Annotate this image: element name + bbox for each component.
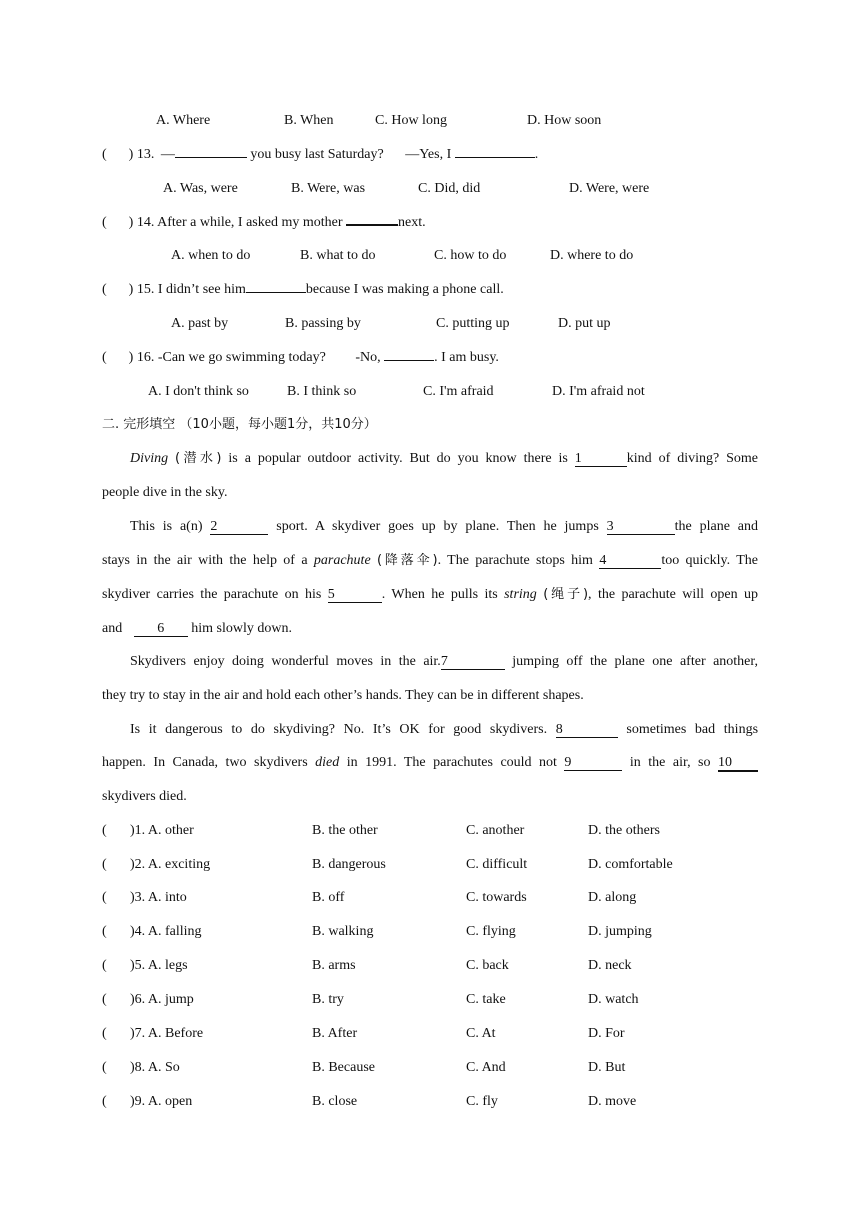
q12-option-a: A. Where <box>156 113 211 128</box>
question-15 <box>102 281 504 299</box>
cloze-option-c: C. take <box>466 992 506 1007</box>
section-heading: 二. 完形填空 （10小题，每小题1分，共10分） <box>102 417 377 432</box>
cloze-option-c: C. back <box>466 958 509 973</box>
cloze-option-d: D. the others <box>588 823 660 838</box>
cloze-option-b: B. dangerous <box>312 857 386 872</box>
passage-line <box>102 450 758 468</box>
q16-option-a: A. I don't think so <box>148 384 249 399</box>
question-text: next. <box>398 215 426 230</box>
cloze-option-b: B. walking <box>312 924 374 939</box>
cloze-blank-5[interactable]: 5 <box>328 587 382 603</box>
cloze-option-a: )6. A. jump <box>130 992 194 1007</box>
question-text: -No, <box>355 350 381 365</box>
cloze-option-a: )7. A. Before <box>130 1026 204 1041</box>
answer-paren-open: ( <box>102 350 107 365</box>
q12-option-c: C. How long <box>375 113 447 128</box>
question-number: 13. <box>136 147 155 162</box>
q14-option-d: D. where to do <box>550 248 634 263</box>
answer-paren-close: ) <box>128 282 134 297</box>
cloze-blank-8[interactable]: 8 <box>556 722 618 738</box>
cloze-option-d: D. comfortable <box>588 857 673 872</box>
cloze-blank-1[interactable]: 1 <box>575 451 627 467</box>
question-number: 15. <box>136 282 155 297</box>
cloze-option-b: B. try <box>312 992 344 1007</box>
answer-paren-open: ( <box>102 1026 107 1041</box>
question-number: 14. <box>136 215 155 230</box>
passage-text: , the parachute will open up <box>588 587 759 602</box>
question-text: because I was making a phone call. <box>305 282 504 297</box>
cloze-option-c: C. another <box>466 823 525 838</box>
answer-blank[interactable] <box>175 157 247 158</box>
question-13 <box>102 146 538 164</box>
term: Diving <box>130 451 169 466</box>
question-16 <box>102 349 499 367</box>
passage-line <box>102 620 292 638</box>
cloze-option-b: B. arms <box>312 958 356 973</box>
passage-line <box>102 518 758 536</box>
q15-option-a: A. past by <box>171 316 229 331</box>
cloze-blank-4[interactable]: 4 <box>599 553 661 569</box>
q12-option-d: D. How soon <box>527 113 602 128</box>
q13-option-a: A. Was, were <box>163 181 238 196</box>
answer-blank[interactable] <box>455 157 535 158</box>
passage-text: in the air, so <box>629 755 711 770</box>
cloze-option-b: B. off <box>312 890 345 905</box>
passage-text: skydiver carries the parachute on his <box>102 587 322 602</box>
passage-text: sport. A skydiver goes up by plane. Then he jumps <box>276 519 599 534</box>
cloze-option-a: )1. A. other <box>130 823 194 838</box>
translation: (潜水) <box>175 451 222 466</box>
cloze-option-b: B. the other <box>312 823 378 838</box>
passage-text: jumping off the plane one after another, <box>512 654 758 669</box>
cloze-option-b: B. Because <box>312 1060 375 1075</box>
question-text: I didn’t see him <box>157 282 246 297</box>
answer-paren-open: ( <box>102 857 107 872</box>
q14-option-a: A. when to do <box>171 248 251 263</box>
cloze-blank-2[interactable]: 2 <box>210 519 268 535</box>
passage-line <box>102 586 758 604</box>
passage-text: sometimes bad things <box>626 722 759 737</box>
passage-text: . The parachute stops him <box>437 553 593 568</box>
cloze-option-c: C. fly <box>466 1094 498 1109</box>
cloze-blank-10[interactable]: 10 <box>718 755 758 772</box>
passage-text: him slowly down. <box>191 621 292 636</box>
cloze-option-d: D. For <box>588 1026 625 1041</box>
cloze-blank-3[interactable]: 3 <box>607 519 675 535</box>
cloze-option-c: C. And <box>466 1060 506 1075</box>
cloze-option-c: C. flying <box>466 924 516 939</box>
translation: (降落伞) <box>377 553 438 568</box>
passage-text: Skydivers enjoy doing wonderful moves in the air. <box>130 654 441 669</box>
cloze-option-a: )8. A. So <box>130 1060 180 1075</box>
cloze-option-a: )2. A. exciting <box>130 857 211 872</box>
answer-blank[interactable] <box>246 292 306 293</box>
passage-text: happen. In Canada, two skydivers <box>102 755 308 770</box>
question-text: Yes, I <box>419 147 452 162</box>
cloze-option-c: C. At <box>466 1026 496 1041</box>
translation: (绳子) <box>543 587 589 602</box>
passage-text: kind of diving? Some <box>626 451 759 466</box>
q16-option-c: C. I'm afraid <box>423 384 494 399</box>
cloze-blank-7[interactable]: 7 <box>441 654 505 670</box>
passage-line <box>102 721 758 739</box>
cloze-option-b: B. After <box>312 1026 358 1041</box>
passage-line <box>102 754 758 772</box>
answer-paren-open: ( <box>102 992 107 1007</box>
cloze-option-d: D. watch <box>588 992 639 1007</box>
term: parachute <box>313 553 371 568</box>
answer-paren-open: ( <box>102 147 107 162</box>
answer-blank[interactable] <box>384 360 434 361</box>
answer-paren-open: ( <box>102 924 107 939</box>
cloze-option-d: D. move <box>588 1094 637 1109</box>
q16-option-b: B. I think so <box>287 384 357 399</box>
q15-option-b: B. passing by <box>285 316 361 331</box>
passage-text: and <box>102 621 123 636</box>
passage-text: Is it dangerous to do skydiving? No. It’s OK for good skydivers. <box>130 722 548 737</box>
answer-paren-close: ) <box>128 147 134 162</box>
answer-paren-open: ( <box>102 823 107 838</box>
passage-line: skydivers died. <box>102 789 187 804</box>
q15-option-c: C. putting up <box>436 316 510 331</box>
passage-text: too quickly. The <box>661 553 758 568</box>
answer-paren-open: ( <box>102 282 107 297</box>
cloze-option-c: C. towards <box>466 890 527 905</box>
cloze-blank-6[interactable]: 6 <box>134 621 188 637</box>
answer-paren-open: ( <box>102 215 107 230</box>
question-text: After a while, I asked my mother <box>157 215 343 230</box>
question-text: you busy last Saturday? <box>250 147 384 162</box>
passage-line <box>102 653 758 671</box>
passage-text: . When he pulls its <box>381 587 498 602</box>
q14-option-b: B. what to do <box>300 248 376 263</box>
q13-option-d: D. Were, were <box>569 181 650 196</box>
cloze-option-a: )9. A. open <box>130 1094 193 1109</box>
q12-option-b: B. When <box>284 113 334 128</box>
question-number: 16. <box>136 350 155 365</box>
answer-paren-open: ( <box>102 1094 107 1109</box>
cloze-option-d: D. along <box>588 890 637 905</box>
passage-line: they try to stay in the air and hold each other’s hands. They can be in different shapes. <box>102 688 584 703</box>
cloze-blank-9[interactable]: 9 <box>564 755 622 771</box>
dash: — <box>160 147 175 162</box>
cloze-option-a: )5. A. legs <box>130 958 188 973</box>
passage-text: This is a(n) <box>130 519 203 534</box>
answer-paren-close: ) <box>128 215 134 230</box>
answer-paren-open: ( <box>102 890 107 905</box>
q13-option-c: C. Did, did <box>418 181 481 196</box>
q15-option-d: D. put up <box>558 316 611 331</box>
term: string <box>504 587 537 602</box>
passage-text: the plane and <box>674 519 759 534</box>
passage-line: people dive in the sky. <box>102 485 228 500</box>
q16-option-d: D. I'm afraid not <box>552 384 645 399</box>
dash: — <box>405 147 420 162</box>
passage-text: is a popular outdoor activity. But do you know there is <box>228 451 568 466</box>
answer-paren-open: ( <box>102 1060 107 1075</box>
question-text: -Can we go swimming today? <box>157 350 326 365</box>
question-text: . I am busy. <box>434 350 499 365</box>
cloze-option-d: D. neck <box>588 958 632 973</box>
passage-text: stays in the air with the help of a <box>102 553 308 568</box>
q13-option-b: B. Were, was <box>291 181 366 196</box>
question-14 <box>102 214 426 232</box>
answer-paren-close: ) <box>128 350 134 365</box>
cloze-option-a: )4. A. falling <box>130 924 202 939</box>
passage-text: in 1991. The parachutes could not <box>346 755 557 770</box>
cloze-option-d: D. But <box>588 1060 626 1075</box>
cloze-option-c: C. difficult <box>466 857 528 872</box>
cloze-option-b: B. close <box>312 1094 358 1109</box>
passage-line <box>102 552 758 570</box>
period: . <box>534 147 539 162</box>
q14-option-c: C. how to do <box>434 248 507 263</box>
answer-blank[interactable] <box>346 224 398 226</box>
cloze-option-d: D. jumping <box>588 924 652 939</box>
answer-paren-open: ( <box>102 958 107 973</box>
term: died <box>315 755 340 770</box>
cloze-option-a: )3. A. into <box>130 890 187 905</box>
